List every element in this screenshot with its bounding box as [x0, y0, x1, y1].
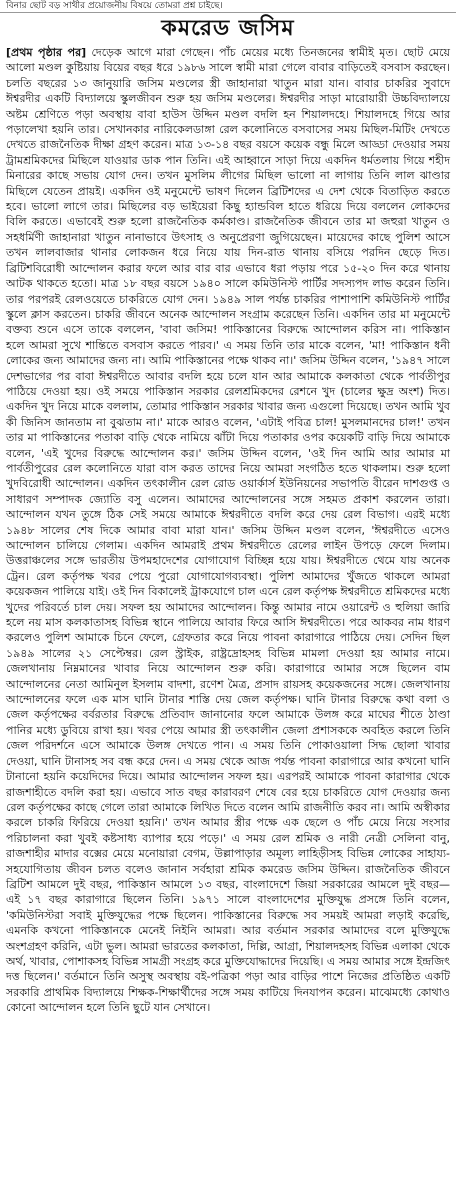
article-body: [0, 45, 456, 1016]
previous-article-fragment: বিনার ছোট বড় সাথীর প্রয়োজনীয় বিষয়ে তোমরা প্রশ্ন চাইছে।: [0, 0, 456, 13]
article-headline: কমরেড জসিম: [161, 15, 295, 41]
article-body-text: দেড়েক আগে মারা গেছেন। পাঁচ মেয়ের মধ্যে তিনজনের স্বামীই মৃত। ছোট মেয়ে আলো মণ্ডল কুষ্টিয়ায় বিয়ের বছর ধরে ১৯৮৬ সালে স্বামী মারা গেলে বাবার বাড়িতেই বসবাস করছেন। চলতি বছরের ১৩ জানুয়ারি জসিম মণ্ডলের স্ত্রী জাহানারা খাতুন মারা যান। বাবার চাকরির সুবাদে ঈশ্বরদীর একটি বিদ্যালয়ে স্কুলজীবন শুরু হয় জসিম মণ্ডলের। ঈশ্বরদীর সাড়া মারোয়ারী উচ্চবিদ্যালয়ে অষ্টম শ্রেণিতে পড়া অবস্থায় বাবা হাউস উদ্দিন মণ্ডল বদলি হন শিয়ালদহে। শিয়ালদহে গিয়ে আর পড়ালেখা হয়নি তার। সেখানকার নারিকেলডাঙ্গা রেল কলোনিতে বসবাসের সময় মিছিল-মিটিং দেখতে দেখতে রাজনৈতিক দীক্ষা গ্রহণ করেন। মাত্র ১৩-১৪ বছর বয়সে কয়েক বন্ধু মিলে আড্ডা দেওয়ার সময় ট্রামশ্রমিকদের মিছিলে যাওয়ার ডাক পান তিনি। এই আহ্বানে সাড়া দিয়ে একদিন ধর্মতলায় গিয়ে শহীদ মিনারের কাছে সভায় যোগ দেন। তখন মুসলিম লীগের মিছিল ভালো না লাগায় তিনি লাল ঝাণ্ডার মিছিলে যেতেন প্রায়ই। একদিন ওই মনুমেন্টে ভাষণ দিলেন ব্রিটিশদের এ দেশ থেকে বিতাড়িত করতে হবে। ভালো লাগে তার। মিছিলের বড় ভাইয়েরা কিছু হ্যান্ডবিল হাতে ধরিয়ে দিয়ে বললেন লোকদের বিলি করতে। এভাবেই শুরু হলো রাজনৈতিক কর্মকাণ্ড। রাজনৈতিক জীবনে তার মা জহুরা খাতুন ও সহধর্মিণী জাহানারা খাতুন নানাভাবে উৎসাহ ও অনুপ্রেরণা জুগিয়েছেন। মায়েদের কাছে পুলিশ আসে তখন লালবাজার থানার লোকজন ধরে নিয়ে যায় দিন-রাত থানায় বসিয়ে পরদিন ছেড়ে দিত। ব্রিটিশবিরোধী আন্দোলন করার ফলে আর বার বার এভাবে ধরা পড়ায় পরে ১৫-২০ দিন করে থানায় আটক থাকতে হতো। মাত্র ১৮ বছর বয়সে ১৯৪০ সালে কমিউনিস্ট পার্টির সদস্যপদ লাভ করেন তিনি। তার পরপরই রেলওয়েতে চাকরিতে যোগ দেন। ১৯৪৯ সাল পর্যন্ত চাকরির পাশাপাশি কমিউনিস্ট পার্টির স্কুলে ক্লাস করতেন। চাকরি জীবনে অনেক আন্দোলন সংগ্রাম করেছেন তিনি। একদিন তার মা মনুমেন্টে বক্তব্য শুনে এসে তাকে বললেন, 'বাবা জসিম! পাকিস্তানের বিরুদ্ধে আন্দোলন করিস না। পাকিস্তান হলে আমরা সুখে শান্তিতে বসবাস করতে পারব।' এ সময় তিনি তার মাকে বলেন, 'মা! পাকিস্তান ধনী লোকের জন্য আমাদের জন্য না। আমি পাকিস্তানের পক্ষে থাকব না।' জসিম উদ্দিন বলেন, '১৯৪৭ সালে দেশভাগের পর বাবা ঈশ্বরদীতে আবার বদলি হয়ে চলে যান আর আমাকে কলকাতা থেকে পার্বতীপুর পাঠিয়ে দেওয়া হয়। ওই সময়ে পাকিস্তান সরকার রেলশ্রমিকদের রেশনে খুদ (চালের ক্ষুদ্র অংশ) দিত। একদিন খুদ নিয়ে মাকে বললাম, তোমার পাকিস্তান সরকার খাবার জন্য এগুলো দিয়েছে। তখন আমি খুব কী জিনিস জানতাম না বুঝতাম না।' মাকে আরও বলেন, 'এটাই পবিত্র চাল! মুসলমানদের চাল!' তখন তার মা পাকিস্তানের পতাকা বাড়ি থেকে নামিয়ে ঝাঁটা দিয়ে পতাকার ওপর কয়েকটি বাড়ি দিয়ে আমাকে বলেন, 'এই খুদের বিরুদ্ধে আন্দোলন কর।' জসিম উদ্দিন বলেন, 'ওই দিন আমি আর আমার মা পার্বতীপুরের রেল কলোনিতে যারা বাস করত তাদের নিয়ে আমরা সংগঠিত হতে থাকলাম। শুরু হলো খুদবিরোধী আন্দোলন। একদিন তৎকালীন রেল রোড ওয়ার্কার্স ইউনিয়নের সভাপতি বীরেন দাশগুপ্ত ও সাধারণ সম্পাদক জ্যোতি বসু এলেন। আমাদের আন্দোলনের সঙ্গে সহমত প্রকাশ করলেন তারা। আন্দোলন যখন তুঙ্গে ঠিক সেই সময়ে আমাকে ঈশ্বরদীতে বদলি করে দেয় রেল বিভাগ। এরই মধ্যে ১৯৪৮ সালের শেষ দিকে আমার বাবা মারা যান।' জসিম উদ্দিন মণ্ডল বলেন, 'ঈশ্বরদীতে এসেও আন্দোলন চালিয়ে গেলাম। একদিন আমরাই প্রথম ঈশ্বরদীতে রেলের লাইন উপড়ে ফেলে দিলাম। উত্তরাঞ্চলের সঙ্গে ভারতীয় উপমহাদেশের যোগাযোগ বিচ্ছিন্ন হয়ে যায়। ঈশ্বরদীতে থেমে যায় অনেক ট্রেন। রেল কর্তৃপক্ষ খবর পেয়ে পুরো যোগাযোগব্যবস্থা। পুলিশ আমাদের খুঁজতে থাকলে আমরা কয়েকজন পালিয়ে যাই। ওই দিন বিকালেই ট্রাকযোগে চাল এনে রেল কর্তৃপক্ষ ঈশ্বরদীতে শ্রমিকদের মধ্যে খুদের পরিবর্তে চাল দেয়। সফল হয় আমাদের আন্দোলন। কিন্তু আমার নামে ওয়ারেন্ট ও হুলিয়া জারি হলে নয় মাস কলকাতাসহ বিভিন্ন স্থানে পালিয়ে আবার ফিরে আসি ঈশ্বরদীতে। পরে আকবর নাম ধারণ করলেও পুলিশ আমাকে চিনে ফেলে, গ্রেফতার করে নিয়ে পাবনা কারাগারে পাঠিয়ে দেয়। সেদিন ছিল ১৯৪৯ সালের ২১ সেপ্টেম্বর। রেল স্ট্রাইক, রাষ্ট্রদ্রোহসহ বিভিন্ন মামলা দেওয়া হয় আমার নামে। জেলখানায় নিম্নমানের খাবার নিয়ে আন্দোলন শুরু করি। কারাগারে আমার সঙ্গে ছিলেন বাম আন্দোলনের নেতা আমিনুল ইসলাম বাদশা, রণেশ মৈত্র, প্রসাদ রায়সহ কয়েকজনের সঙ্গে। জেলখানায় আন্দোলনের ফলে এক মাস ঘানি টানার শাস্তি দেয় জেল কর্তৃপক্ষ। ঘানি টানার বিরুদ্ধে কথা বলা ও জেল কর্তৃপক্ষের বর্বরতার বিরুদ্ধে প্রতিবাদ জানানোর ফলে আমাকে উলঙ্গ করে মাঘের শীতে ঠাণ্ডা পানির মধ্যে ডুবিয়ে রাখা হয়। খবর পেয়ে আমার স্ত্রী তৎকালীন জেলা প্রশাসককে অবহিত করলে তিনি জেল পরিদর্শনে এসে আমাকে উলঙ্গ দেখতে পান। এ সময় তিনি পোকাওয়ালা সিদ্ধ ছোলা খাবার দেওয়া, ঘানি টানাসহ সব বন্ধ করে দেন। এ সময় থেকে আজ পর্যন্ত পাবনা কারাগারে আর কখনো ঘানি টানানো হয়নি কয়েদিদের দিয়ে। আমার আন্দোলন সফল হয়। এরপরই আমাকে পাবনা কারাগার থেকে রাজশাহীতে বদলি করা হয়। এভাবে সাত বছর কারাবরণ শেষে বের হয়ে চাকরিতে যোগ দেওয়ার জন্য রেল কর্তৃপক্ষের কাছে গেলে তারা আমাকে লিখিত দিতে বলেন আমি রাজনীতি করব না। আমি অস্বীকার করলে চাকরি ফিরিয়ে দেওয়া হয়নি।' তখন আমার স্ত্রীর পক্ষে এক ছেলে ও পাঁচ মেয়ে নিয়ে সংসার পরিচালনা করা খুবই কষ্টসাধ্য ব্যাপার হয়ে পড়ে।' এ সময় রেল শ্রমিক ও নারী নেত্রী সেলিনা বানু, রাজশাহীর মাদার বক্সের মেয়ে মনোয়ারা বেগম, উল্লাপাড়ার অমূল্য লাহিড়ীসহ বিভিন্ন লোকের সাহায্য-সহযোগিতায় জীবন চলত বলেও জানান সর্বহারা শ্রমিক কমরেড জসিম উদ্দিন। রাজনৈতিক জীবনে ব্রিটিশ আমলে দুই বছর, পাকিস্তান আমলে ১৩ বছর, বাংলাদেশে জিয়া সরকারের আমলে দুই বছর— এই ১৭ বছর কারাগারে ছিলেন তিনি। ১৯৭১ সালে বাংলাদেশের মুক্তিযুদ্ধ প্রসঙ্গে তিনি বলেন, 'কমিউনিস্টরা সবাই মুক্তিযুদ্ধের পক্ষে ছিলেন। পাকিস্তানের বিরুদ্ধে সব সময়ই আমরা লড়াই করেছি, এমনকি কখনো পাকিস্তানকে মেনেই নিইনি আমরা। আর বর্তমান সরকার আমাদের বলে মুক্তিযুদ্ধে অংশগ্রহণ করিনি, এটা ভুল। আমরা ভারতের কলকাতা, দিল্লি, আগ্রা, শিয়ালদহসহ বিভিন্ন এলাকা থেকে অর্থ, খাবার, পোশাকসহ বিভিন্ন সামগ্রী সংগ্রহ করে মুক্তিযোদ্ধাদের দিয়েছি। এ সময় আমার সঙ্গে ইন্দ্রজিৎ দত্ত ছিলেন।' বর্তমানে তিনি অসুস্থ অবস্থায় বই-পত্রিকা পড়া আর বাড়ির পাশে নিজের প্রতিষ্ঠিত একটি সরকারি প্রাথমিক বিদ্যালয়ে শিক্ষক-শিক্ষার্থীদের সঙ্গে সময় কাটিয়ে দিনযাপন করেন। মাঝেমধ্যে কোথাও কোনো আন্দোলন হলে তিনি ছুটে যান সেখানে।: [6, 46, 450, 1015]
continuation-label: [প্রথম পৃষ্ঠার পর]: [6, 46, 87, 59]
